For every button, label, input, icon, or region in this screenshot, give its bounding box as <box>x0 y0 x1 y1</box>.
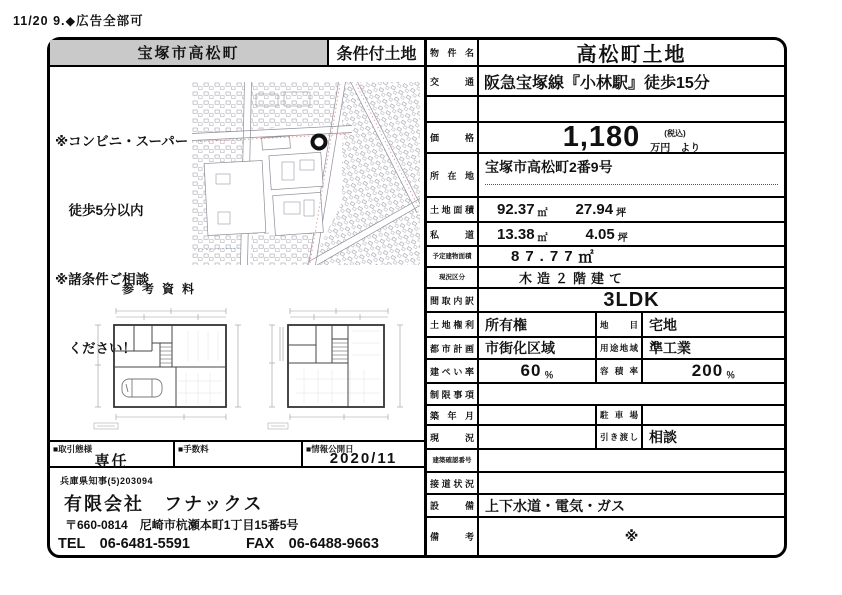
company-contact <box>58 532 379 553</box>
parking-value <box>643 406 784 424</box>
floor-plan-value: 3LDK <box>603 288 660 311</box>
building-area-label: 予定建物面積 <box>427 247 479 266</box>
current-state-value <box>479 426 597 448</box>
row-building-area <box>427 247 784 268</box>
company-tel: TEL 06-6481-5591 <box>58 536 190 552</box>
row-blank <box>427 97 784 123</box>
address-label: 所在地 <box>427 154 479 196</box>
price-number: 1,180 <box>562 121 641 153</box>
deal-info-row <box>50 440 424 468</box>
road-access-value <box>479 473 784 493</box>
land-category-label: 地目 <box>597 313 643 336</box>
fee-cell <box>175 442 303 466</box>
floor-plan-2f <box>256 303 408 436</box>
price-tax-note: (税込) <box>664 128 686 138</box>
transport-value: 阪急宝塚線『小林駅』徒歩15分 <box>484 74 710 92</box>
row-city-planning <box>427 338 784 360</box>
company-name: 有限会社 フナックス <box>64 494 264 514</box>
built-date-value <box>479 406 597 424</box>
location-map <box>192 82 420 265</box>
current-state-label: 現況 <box>427 426 479 448</box>
private-road-value: 13.38 ㎡ 4.05 坪 <box>497 225 628 244</box>
row-address <box>427 154 784 198</box>
header-condition-cell <box>329 40 424 67</box>
property-name-value: 高松町土地 <box>576 44 687 66</box>
city-planning-value: 市街化区域 <box>479 338 597 358</box>
remarks-value: ※ <box>624 528 639 544</box>
floor-plan-1f <box>86 303 254 436</box>
land-area-label: 土地面積 <box>427 198 479 221</box>
land-category-value: 宅地 <box>649 316 677 333</box>
note-line: ※コンビニ・スーパー <box>55 134 189 149</box>
price-label: 価格 <box>427 123 479 152</box>
confirmation-number-value <box>479 450 784 471</box>
row-private-road <box>427 223 784 247</box>
land-right-label: 土地権利 <box>427 313 479 336</box>
zoning-value: 準工業 <box>649 340 691 356</box>
row-land-area <box>427 198 784 223</box>
land-area-value: 92.37 ㎡ 27.94 坪 <box>497 201 627 219</box>
blank-label <box>427 97 479 121</box>
row-transport <box>427 67 784 97</box>
row-price <box>427 123 784 154</box>
map-image <box>192 82 420 265</box>
floor-plan-1f-image <box>86 303 254 431</box>
utilities-value: 上下水道・電気・ガス <box>485 497 625 514</box>
row-restrictions <box>427 384 784 406</box>
land-right-value: 所有権 <box>479 313 597 336</box>
header-area-cell <box>50 40 329 67</box>
company-address: 〒660-0814 尼崎市杭瀬本町1丁目15番5号 <box>65 518 299 532</box>
handover-label: 引き渡し <box>597 426 643 448</box>
price-suffix <box>650 128 700 154</box>
parking-label: 駐車場 <box>597 406 643 424</box>
address-text: 宝塚市高松町2番9号 <box>485 157 778 185</box>
note-line: 徒歩5分以内 <box>55 203 144 218</box>
row-structure <box>427 268 784 289</box>
row-land-right <box>427 313 784 338</box>
floor-area-ratio-value: 200 ％ <box>691 361 736 380</box>
road-access-label: 接道状況 <box>427 473 479 493</box>
price-value <box>479 123 784 152</box>
property-name-label: 物件名 <box>427 40 479 65</box>
row-built-date <box>427 406 784 426</box>
license-number: 兵庫県知事(5)203094 <box>60 476 154 486</box>
company-fax: FAX 06-6488-9663 <box>245 536 379 552</box>
row-coverage-ratio <box>427 360 784 384</box>
note-line: ください！ <box>55 341 136 356</box>
floor-plan-label: 間取内訳 <box>427 289 479 311</box>
row-current-state <box>427 426 784 450</box>
page-header-note: 11/20 9.◆広告全部可 <box>13 14 144 28</box>
row-remarks <box>427 518 784 555</box>
row-utilities <box>427 495 784 518</box>
restrictions-label: 制限事項 <box>427 384 479 404</box>
restrictions-value <box>479 384 784 404</box>
floor-plan-2f-image <box>256 303 408 431</box>
floor-area-ratio-label: 容積率 <box>597 360 643 382</box>
structure-value: 木造２階建て <box>519 271 628 286</box>
utilities-label: 設備 <box>427 495 479 516</box>
blank-value <box>479 97 784 121</box>
property-table <box>424 40 784 555</box>
price-unit: 万円 より <box>650 142 701 154</box>
header-condition-label: 条件付土地 <box>336 46 417 63</box>
reference-material-label: 参考資料 <box>122 282 203 296</box>
deal-type-label: ■取引態様 <box>53 444 93 454</box>
transport-label: 交通 <box>427 67 479 95</box>
row-confirmation-number <box>427 450 784 473</box>
row-floor-plan <box>427 289 784 313</box>
publish-date-value: 2020/11 <box>329 450 398 467</box>
row-road-access <box>427 473 784 495</box>
publish-date-label: ■情報公開日 <box>306 444 354 454</box>
deal-type-cell <box>50 442 175 470</box>
city-planning-label: 都市計画 <box>427 338 479 358</box>
coverage-ratio-value: 60 ％ <box>479 360 597 382</box>
row-property-name <box>427 40 784 67</box>
handover-value: 相談 <box>649 429 677 445</box>
publish-date-cell <box>303 442 424 466</box>
private-road-label: 私道 <box>427 223 479 245</box>
building-area-value: 87.77 ㎡ <box>511 248 594 266</box>
confirmation-number-label: 建築確認番号 <box>427 450 479 471</box>
structure-label: 現況区分 <box>427 268 479 287</box>
coverage-ratio-label: 建ぺい率 <box>427 360 479 382</box>
remarks-label: 備考 <box>427 518 479 555</box>
deal-type-value: 専任 <box>94 453 129 470</box>
zoning-label: 用途地域 <box>597 338 643 358</box>
address-value <box>479 154 784 196</box>
note-line: ※諸条件ご相談 <box>55 272 150 287</box>
header-area-label: 宝塚市高松町 <box>137 45 240 62</box>
fee-label: ■手数料 <box>178 444 209 454</box>
built-date-label: 築年月 <box>427 406 479 424</box>
